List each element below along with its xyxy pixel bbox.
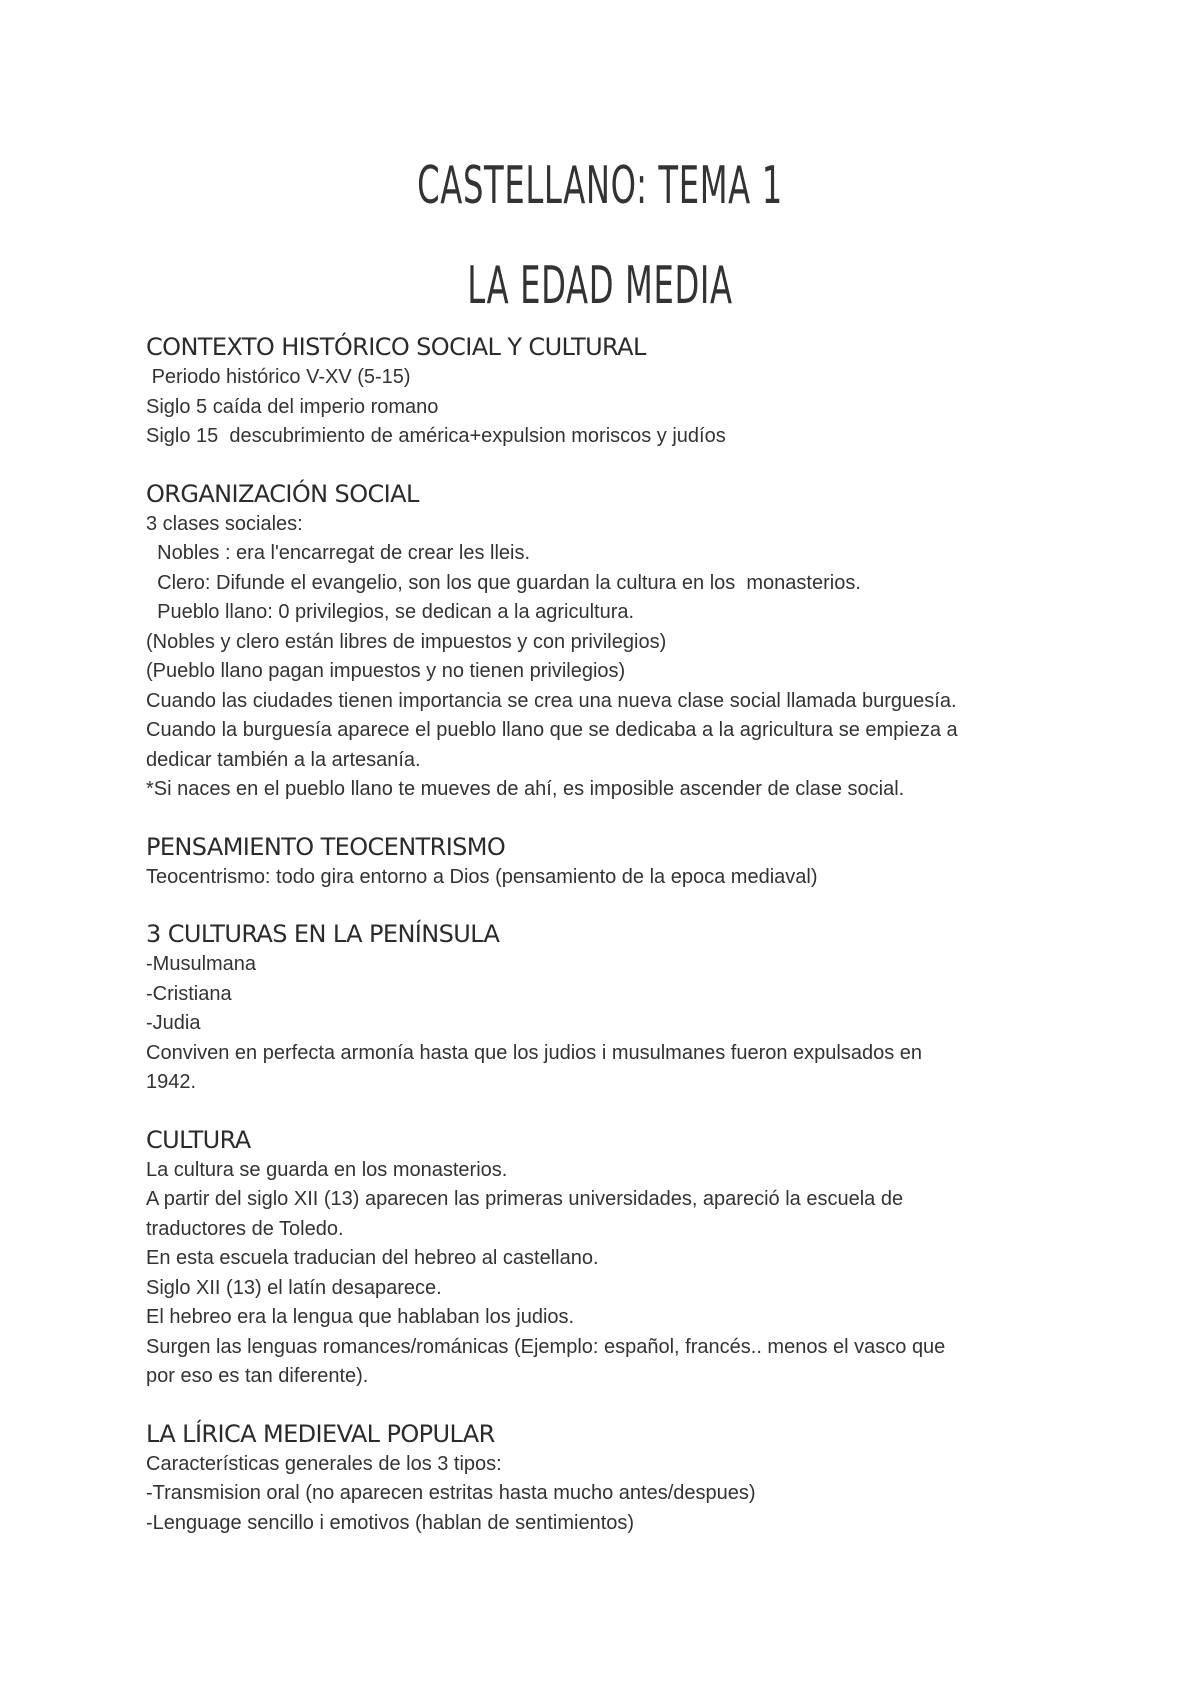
text-line: En esta escuela traducian del hebreo al castellano. <box>146 1247 599 1269</box>
text-line: -Transmision oral (no aparecen estritas hasta mucho antes/despues) <box>146 1482 756 1504</box>
section-heading: PENSAMIENTO TEOCENTRISMO <box>146 832 506 861</box>
document-body <box>146 331 1066 1538</box>
section-gap <box>146 1098 1066 1124</box>
section-heading: ORGANIZACIÓN SOCIAL <box>146 479 419 508</box>
section <box>146 831 1066 893</box>
text-line: Clero: Difunde el evangelio, son los que guardan la cultura en los monasterios. <box>146 571 861 594</box>
section-heading: LA LÍRICA MEDIEVAL POPULAR <box>146 1419 495 1448</box>
section <box>146 1418 1066 1539</box>
document-subtitle: LA EDAD MEDIA <box>467 256 733 316</box>
text-line: traductores de Toledo. <box>146 1217 344 1240</box>
section <box>146 1124 1066 1392</box>
text-line: El hebreo era la lengua que hablaban los judios. <box>146 1306 575 1328</box>
text-line: (Pueblo llano pagan impuestos y no tienen privilegios) <box>146 660 626 682</box>
section-heading: CONTEXTO HISTÓRICO SOCIAL Y CULTURAL <box>146 333 646 361</box>
text-line: -Lenguage sencillo i emotivos (hablan de sentimientos) <box>146 1511 635 1534</box>
section-heading: CULTURA <box>146 1125 251 1154</box>
text-line: Siglo XII (13) el latín desaparece. <box>146 1276 442 1299</box>
text-line: La cultura se guarda en los monasterios. <box>146 1158 508 1181</box>
text-line: Nobles : era l'encarregat de crear les lleis. <box>146 542 531 564</box>
text-line: Cuando la burguesía aparece el pueblo llano que se dedicaba a la agricultura se empieza a <box>146 719 958 741</box>
text-line: -Cristiana <box>146 982 232 1005</box>
text-line: 3 clases sociales: <box>146 512 303 535</box>
section-gap <box>146 1392 1066 1418</box>
text-line: Siglo 5 caída del imperio romano <box>146 395 439 418</box>
text-line: por eso es tan diferente). <box>146 1365 369 1387</box>
text-line: -Musulmana <box>146 953 257 975</box>
section-gap <box>146 452 1066 478</box>
text-line: *Si naces en el pueblo llano te mueves de ahí, es imposible ascender de clase social. <box>146 778 905 800</box>
text-line: 1942. <box>146 1071 197 1093</box>
text-line: A partir del siglo XII (13) aparecen las primeras universidades, apareció la escuela de <box>146 1188 904 1210</box>
text-line: Conviven en perfecta armonía hasta que los judios i musulmanes fueron expulsados en <box>146 1041 923 1064</box>
text-line: Cuando las ciudades tienen importancia se crea una nueva clase social llamada burguesía. <box>146 689 957 712</box>
text-line: -Judia <box>146 1012 201 1034</box>
text-line: Teocentrismo: todo gira entorno a Dios (pensamiento de la epoca mediaval) <box>146 865 818 888</box>
document-title: CASTELLANO: TEMA 1 <box>417 156 783 216</box>
section <box>146 331 1066 452</box>
text-line: Características generales de los 3 tipos: <box>146 1452 502 1475</box>
text-line: Pueblo llano: 0 privilegios, se dedican a la agricultura. <box>146 601 635 623</box>
text-line: Surgen las lenguas romances/románicas (Ejemplo: español, francés.. menos el vasco que <box>146 1335 946 1358</box>
section <box>146 918 1066 1098</box>
section-gap <box>146 892 1066 918</box>
section-heading: 3 CULTURAS EN LA PENÍNSULA <box>146 920 500 948</box>
text-line: dedicar también a la artesanía. <box>146 748 421 771</box>
section-gap <box>146 805 1066 831</box>
section <box>146 478 1066 805</box>
text-line: Periodo histórico V-XV (5-15) <box>146 366 411 388</box>
text-line: Siglo 15 descubrimiento de américa+expulsion moriscos y judíos <box>146 425 726 447</box>
text-line: (Nobles y clero están libres de impuestos y con privilegios) <box>146 630 667 653</box>
